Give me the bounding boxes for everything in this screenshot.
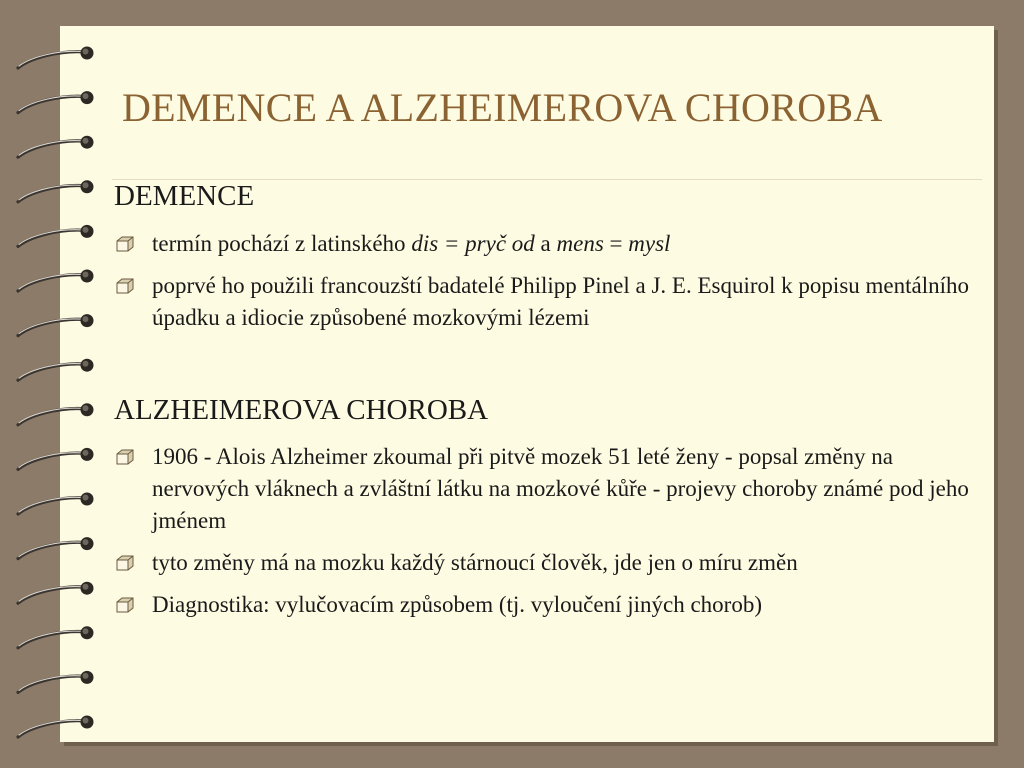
bullet-item xyxy=(116,547,976,579)
bullet-text: = xyxy=(603,231,629,256)
spiral-ring xyxy=(18,493,94,515)
bullet-text: Diagnostika: vylučovacím způsobem (tj. vyloučení jiných chorob) xyxy=(152,592,762,617)
bullet-text-italic: mysl xyxy=(628,231,671,256)
bullet-item xyxy=(116,270,976,334)
box-bullet-icon xyxy=(116,449,134,465)
spiral-ring xyxy=(18,47,94,69)
slide-title: DEMENCE A ALZHEIMEROVA CHOROBA xyxy=(122,85,883,130)
bullet-item xyxy=(116,441,976,537)
bullet-text-italic: mens xyxy=(556,231,604,256)
bullet-item xyxy=(116,228,976,260)
box-bullet-icon xyxy=(116,597,134,613)
spiral-ring xyxy=(18,314,94,336)
spiral-ring xyxy=(18,180,94,202)
bullet-text: poprvé ho použili francouzští badatelé Philipp Pinel a J. E. Esquirol k popisu mentálního úpadku a idiocie způsobené mozkovými lézemi xyxy=(152,273,969,330)
spiral-ring xyxy=(18,136,94,158)
section-heading-demence: DEMENCE xyxy=(114,180,255,212)
spiral-ring xyxy=(18,671,94,693)
bullet-text: termín pochází z latinského xyxy=(152,231,412,256)
bullet-text: 1906 - Alois Alzheimer zkoumal při pitvě mozek 51 leté ženy - popsal změny na nervových vláknech a zvláštní látku na mozkové kůře - projevy choroby známé pod jeho jménem xyxy=(152,444,969,533)
spiral-ring xyxy=(18,582,94,604)
spiral-ring xyxy=(18,626,94,648)
spiral-ring xyxy=(18,270,94,292)
spiral-ring xyxy=(18,359,94,381)
bullet-text: a xyxy=(534,231,557,256)
box-bullet-icon xyxy=(116,278,134,294)
bullet-text-italic: dis = pryč od xyxy=(411,231,535,256)
bullet-list-alzheimer xyxy=(116,441,976,631)
box-bullet-icon xyxy=(116,555,134,571)
notebook-page xyxy=(60,26,994,742)
spiral-ring xyxy=(18,403,94,425)
spiral-ring xyxy=(18,716,94,738)
spiral-ring xyxy=(18,91,94,113)
bullet-item xyxy=(116,589,976,621)
spiral-ring xyxy=(18,225,94,247)
box-bullet-icon xyxy=(116,236,134,252)
spiral-ring xyxy=(18,448,94,470)
spiral-binding-icon xyxy=(0,0,110,768)
bullet-text: tyto změny má na mozku každý stárnoucí člověk, jde jen o míru změn xyxy=(152,550,798,575)
bullet-list-demence xyxy=(116,228,976,344)
section-heading-alzheimer: ALZHEIMEROVA CHOROBA xyxy=(114,394,489,426)
spiral-ring xyxy=(18,537,94,559)
